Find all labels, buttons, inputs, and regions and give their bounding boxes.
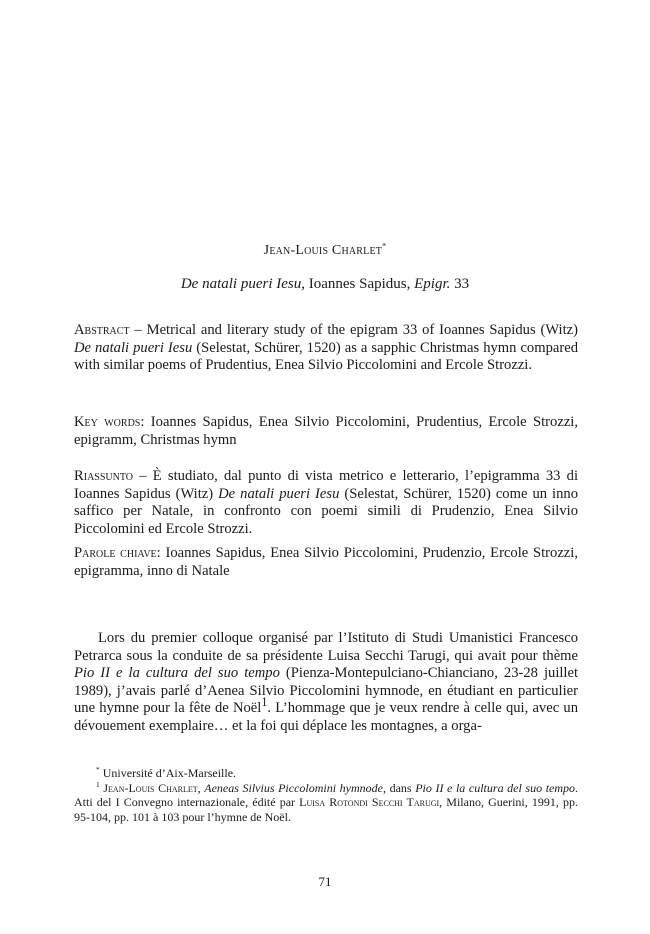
footnote-2-italic-1: Aeneas Silvius Piccolomini hymnode <box>204 780 383 795</box>
abstract-text-1: – Metrical and literary study of the epigram 33 of Ioannes Sapidus (Witz) <box>129 322 578 338</box>
footnote-2-sep: , <box>197 780 205 795</box>
footnote-2-author: Jean-Louis Charlet <box>103 780 198 795</box>
body-paragraph <box>74 630 578 736</box>
footnote-2 <box>74 781 578 825</box>
author-footnote-marker: * <box>382 241 387 251</box>
title-end: 33 <box>450 276 470 292</box>
abstract-italic: De natali pueri Iesu <box>74 339 193 356</box>
title-middle: , Ioannes Sapidus, <box>301 276 415 292</box>
keywords-label: Key words <box>74 414 141 430</box>
title-italic-part-1: De natali pueri Iesu <box>180 276 302 292</box>
footnote-2-italic-2: Pio II e la cultura del suo tempo <box>415 780 576 795</box>
abstract-block <box>74 322 578 375</box>
title-italic-part-2: Epigr. <box>414 276 451 292</box>
keywords-text: : Ioannes Sapidus, Enea Silvio Piccolomini, Prudentius, Ercole Strozzi, epigramm, Christmas hymn <box>74 414 578 448</box>
abstract-label: Abstract <box>74 322 130 338</box>
keywords-block <box>74 414 578 449</box>
parole-chiave-label: Parole chiave <box>74 545 157 561</box>
footnote-2-text-1: , dans <box>382 780 416 795</box>
riassunto-text-1: – È studiato, dal punto di vista metrico e letterario, l’epigramma 33 di Ioannes Sapidus (Witz) <box>74 468 578 502</box>
footnote-1-text: Université d’Aix-Marseille. <box>99 766 237 780</box>
footnote-1 <box>74 766 578 781</box>
body-italic: Pio II e la cultura del suo tempo <box>74 665 280 682</box>
riassunto-block <box>74 468 578 538</box>
footnote-2-text-2: . Atti del I Convegno internazionale, édité par <box>74 780 579 809</box>
riassunto-italic: De natali pueri Iesu <box>218 485 340 502</box>
author-line <box>0 243 650 259</box>
author-name: Jean-Louis Charlet <box>263 243 383 258</box>
riassunto-label: Riassunto <box>74 468 134 484</box>
footnote-2-text-3: , Milano, Guerini, 1991, pp. 95-104, pp. 101 à 103 pour l’hymne de Noël. <box>74 795 578 824</box>
footnotes <box>74 766 578 824</box>
riassunto-text-2: (Selestat, Schürer, 1520) come un inno saffico per Natale, in confronto con poemi simili di Prudenzio, Enea Silvio Piccolomini ed Ercole Strozzi. <box>74 485 578 537</box>
body-text <box>74 630 578 736</box>
abstract-text-2: (Selestat, Schürer, 1520) as a sapphic Christmas hymn compared with similar poems of Prudentius, Enea Silvio Piccolomini and Ercole Strozzi. <box>74 339 578 373</box>
body-footnote-marker: 1 <box>261 695 268 710</box>
paper-title <box>0 276 650 293</box>
page-number: 71 <box>318 874 332 889</box>
footnote-1-marker: * <box>96 765 100 774</box>
body-text-3: . L’hommage que je veux rendre à celle qui, avec un dévouement exemplaire… et la foi qui déplace les montagnes, a orga- <box>74 700 578 734</box>
body-text-2: (Pienza-Montepulciano-Chianciano, 23-28 juillet 1989), j’avais parlé d’Aenea Silvio Piccolomini hymnode, en étudiant en particulier une hymne pour la fête de Noël <box>74 665 579 717</box>
body-text-1: Lors du premier colloque organisé par l’Istituto di Studi Umanistici Francesco Petrarca sous la conduite de sa présidente Luisa Secchi Tarugi, qui avait pour thème <box>74 630 578 664</box>
parole-chiave-block <box>74 545 578 580</box>
parole-chiave-text: : Ioannes Sapidus, Enea Silvio Piccolomini, Prudenzio, Ercole Strozzi, epigramma, inno di Natale <box>74 545 578 579</box>
footnote-2-marker: 1 <box>96 779 100 789</box>
footnote-2-editor: Luisa Rotondi Secchi Tarugi <box>299 795 440 809</box>
